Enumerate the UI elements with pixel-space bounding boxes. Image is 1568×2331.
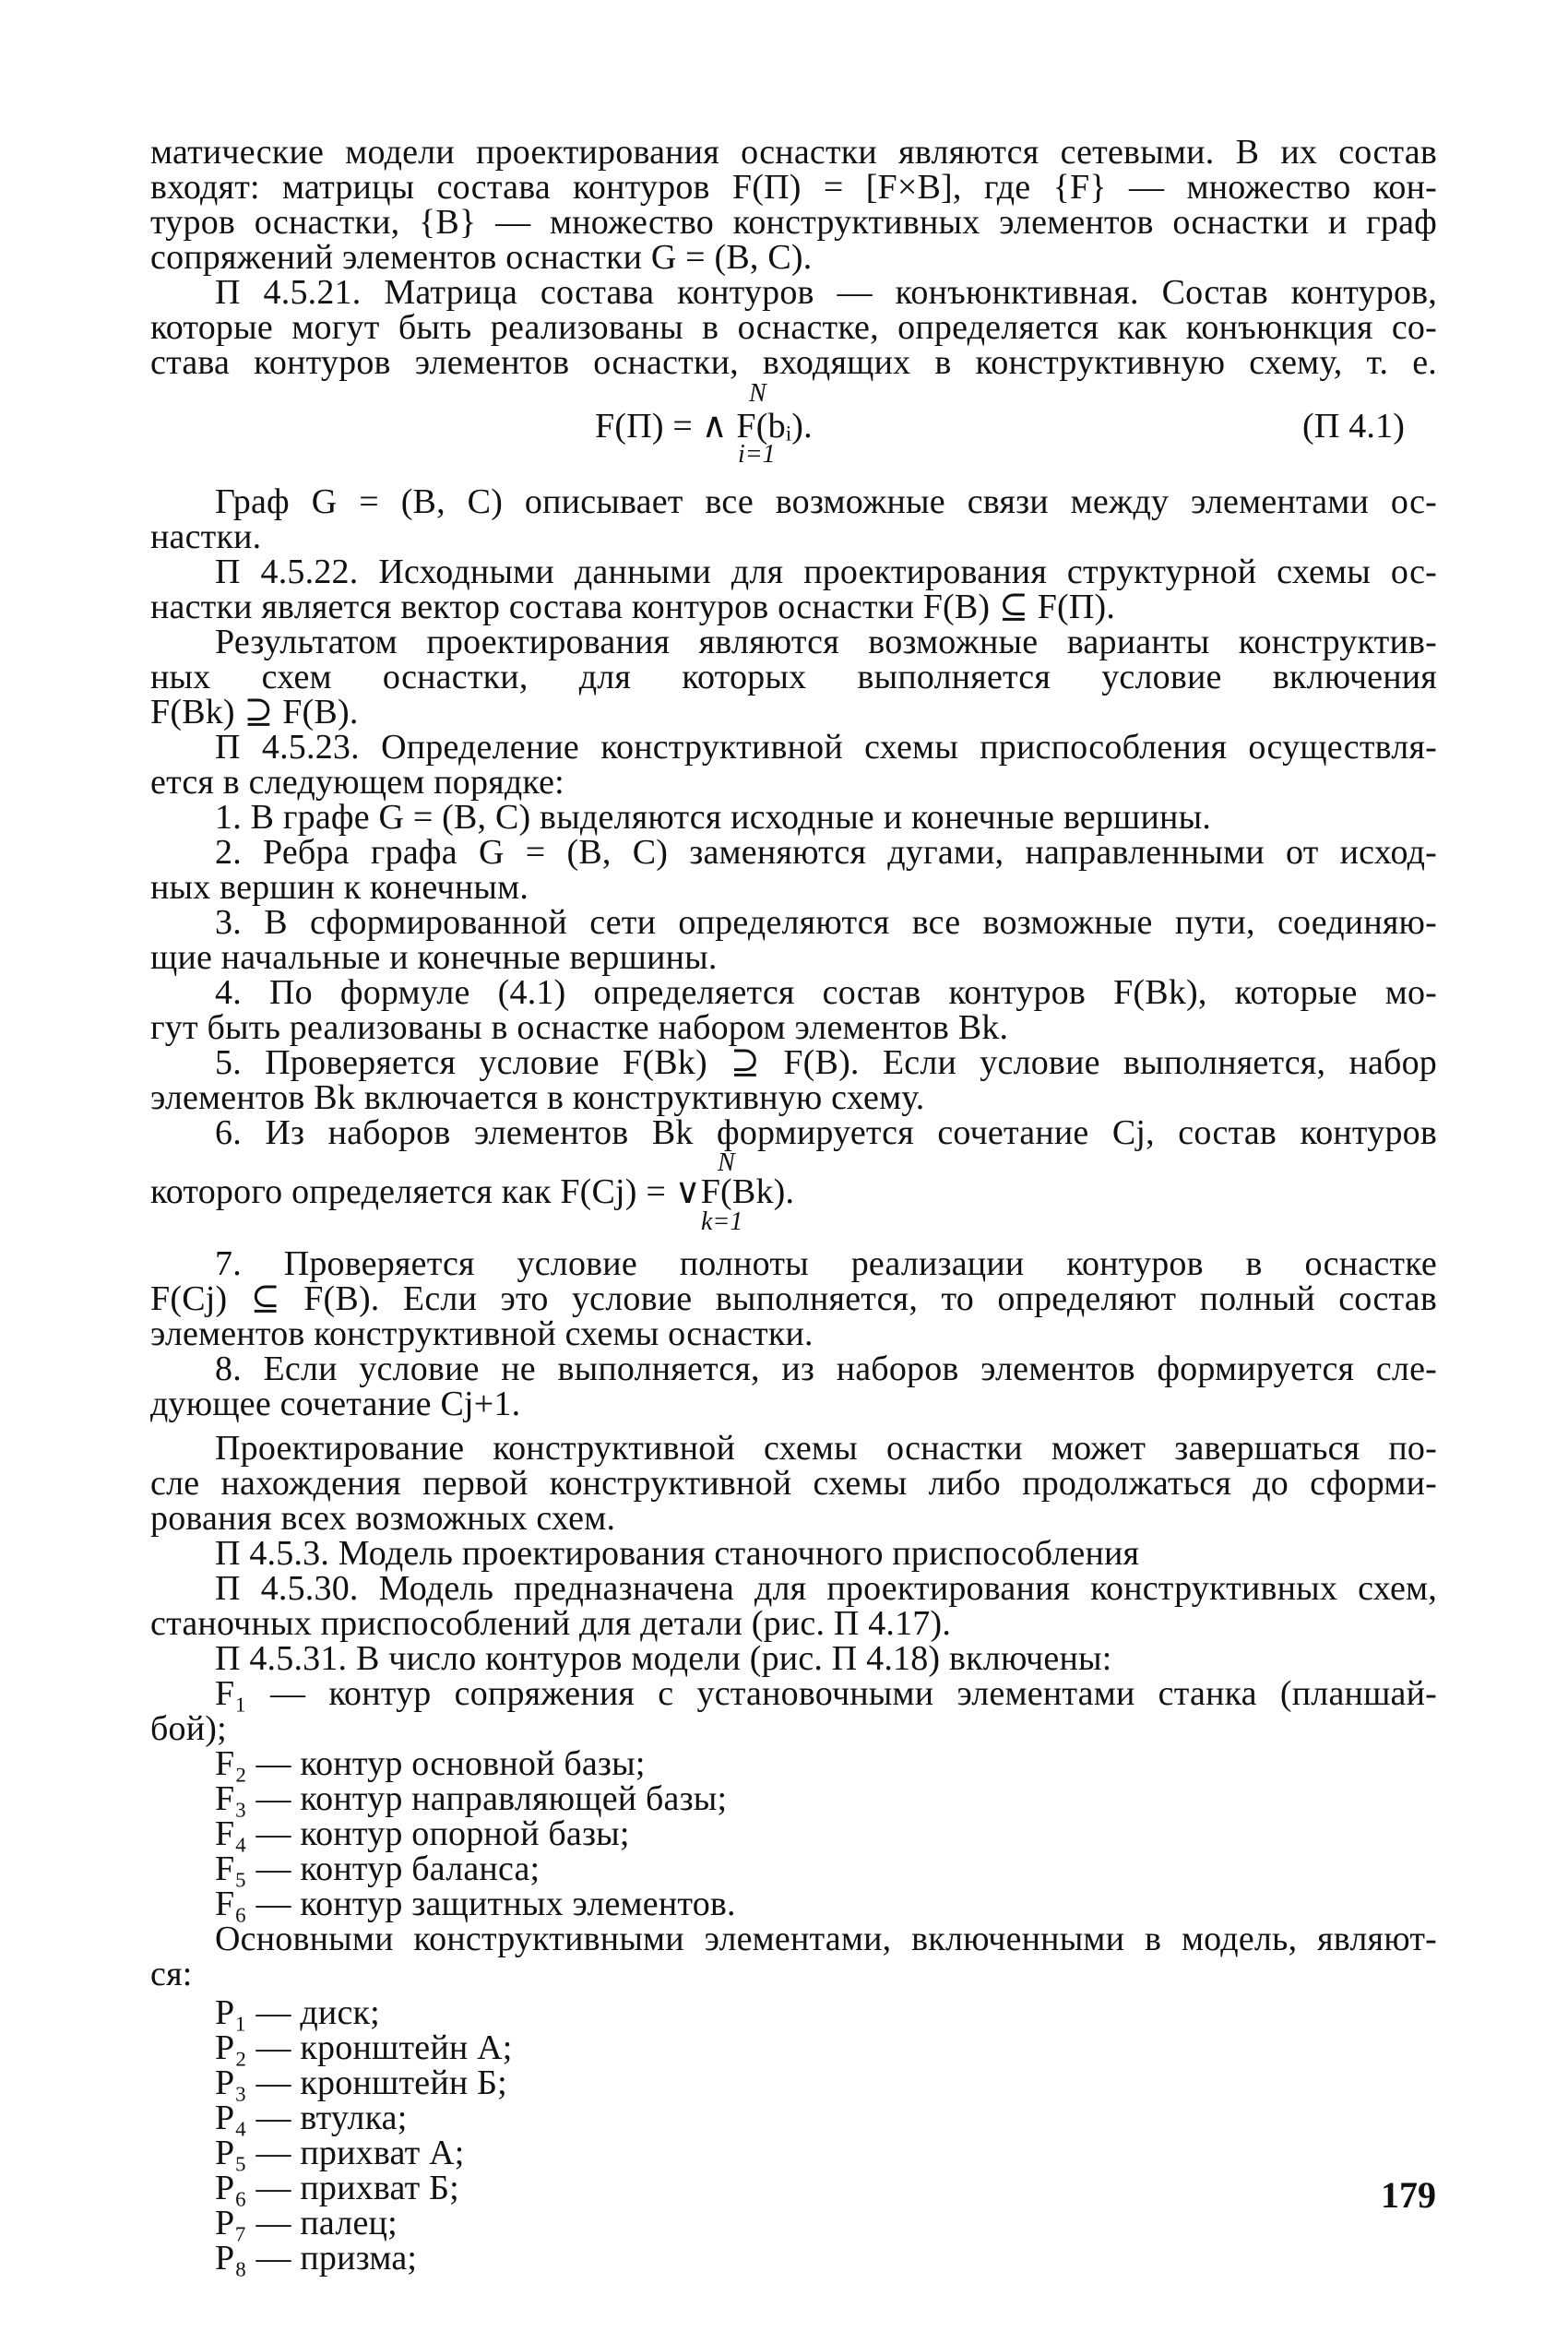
list-item: F₃ — контур направляющей базы; [215, 1779, 728, 1818]
text-line: сопряжений элементов оснастки G = (B, C). [150, 238, 813, 277]
text-line: элементов Bk включается в конструктивную схему. [150, 1078, 925, 1117]
text-line: матические модели проектирования оснастки являются сетевыми. В их состав [150, 133, 1437, 172]
list-item: P₃ — кронштейн Б; [215, 2063, 507, 2102]
text-line: Проектирование конструктивной схемы оснастки может завершаться по- [215, 1429, 1437, 1468]
text-line: гут быть реализованы в оснастке набором элементов Bk. [150, 1008, 1009, 1047]
text-line: которого определяется как F(Cj) = ∨F(Bk). [150, 1172, 795, 1211]
list-item: P₈ — призма; [215, 2239, 418, 2277]
text-line: П 4.5.31. В число контуров модели (рис. П 4.18) включены: [215, 1639, 1112, 1678]
list-item: F₁ — контур сопряжения с установочными элементами станка (планшай- [215, 1674, 1437, 1713]
text-line: F(Cj) ⊆ F(B). Если это условие выполняется, то определяют полный состав [150, 1279, 1437, 1318]
text-line: ется в следующем порядке: [150, 763, 564, 802]
text-line: настки. [150, 517, 262, 556]
list-item: 1. В графе G = (B, C) выделяются исходные и конечные вершины. [215, 798, 1212, 837]
list-item: P₇ — палец; [215, 2204, 398, 2242]
text-line: которые могут быть реализованы в оснастке, определяется как конъюнкция со- [150, 308, 1437, 347]
section-heading: П 4.5.3. Модель проектирования станочного приспособления [215, 1534, 1140, 1573]
text-line: входят: матрицы состава контуров F(П) = [F×B], где {F} — множество кон- [150, 168, 1437, 207]
text-line: сле нахождения первой конструктивной схемы либо продолжаться до сформи- [150, 1464, 1437, 1503]
list-item: 5. Проверяется условие F(Bk) ⊇ F(B). Если условие выполняется, набор [215, 1043, 1437, 1082]
list-item: P₆ — прихват Б; [215, 2169, 459, 2207]
list-item: 7. Проверяется условие полноты реализации контуров в оснастке [215, 1244, 1437, 1283]
text-line: туров оснастки, {B} — множество конструктивных элементов оснастки и граф [150, 203, 1437, 242]
text-line: става контуров элементов оснастки, входящих в конструктивную схему, т. е. [150, 343, 1437, 382]
text-line: настки является вектор состава контуров оснастки F(B) ⊆ F(П). [150, 588, 1116, 626]
text-line: П 4.5.30. Модель предназначена для проектирования конструктивных схем, [215, 1569, 1437, 1608]
text-line: рования всех возможных схем. [150, 1499, 616, 1538]
text-line: П 4.5.22. Исходными данными для проектирования структурной схемы ос- [215, 553, 1437, 591]
text-line: ся: [150, 1955, 193, 1993]
list-item: P₂ — кронштейн А; [215, 2028, 513, 2067]
page-number: 179 [1381, 2174, 1436, 2216]
list-item: 2. Ребра графа G = (B, C) заменяются дугами, направленными от исход- [215, 833, 1437, 872]
formula-lower-limit: i=1 [738, 440, 776, 469]
formula-lower-limit: k=1 [701, 1207, 743, 1236]
text-line: Граф G = (B, C) описывает все возможные связи между элементами ос- [215, 482, 1437, 521]
text-line: элементов конструктивной схемы оснастки. [150, 1314, 814, 1353]
text-line: щие начальные и конечные вершины. [150, 938, 718, 977]
text-line: дующее сочетание Cj+1. [150, 1385, 521, 1423]
text-line: ных схем оснастки, для которых выполняется условие включения [150, 658, 1437, 696]
text-line: ных вершин к конечным. [150, 868, 529, 907]
text-line: F(Bk) ⊇ F(B). [150, 693, 359, 731]
text-line: Результатом проектирования являются возможные варианты конструктив- [215, 623, 1437, 661]
list-item: 4. По формуле (4.1) определяется состав контуров F(Bk), которые мо- [215, 973, 1437, 1012]
list-item: P₅ — прихват А; [215, 2134, 465, 2172]
list-item: F₆ — контур защитных элементов. [215, 1885, 736, 1923]
formula-number: (П 4.1) [1302, 407, 1406, 446]
formula-body: F(П) = ∧ F(bᵢ). [595, 407, 813, 446]
text-line: П 4.5.23. Определение конструктивной схемы приспособления осуществля- [215, 728, 1437, 767]
list-item: P₄ — втулка; [215, 2099, 408, 2137]
list-item: 6. Из наборов элементов Bk формируется сочетание Cj, состав контуров [215, 1113, 1437, 1152]
list-item: F₂ — контур основной базы; [215, 1744, 646, 1783]
list-item: P₁ — диск; [215, 1993, 380, 2032]
formula-upper-limit: N [749, 379, 766, 408]
list-item: F₅ — контур баланса; [215, 1849, 540, 1888]
list-item: 3. В сформированной сети определяются все возможные пути, соединяю- [215, 903, 1437, 942]
list-item: 8. Если условие не выполняется, из наборов элементов формируется сле- [215, 1350, 1437, 1388]
text-line: П 4.5.21. Матрица состава контуров — конъюнктивная. Состав контуров, [215, 273, 1437, 312]
formula-upper-limit: N [718, 1148, 735, 1177]
list-item: F₄ — контур опорной базы; [215, 1814, 630, 1853]
text-line: бой); [150, 1709, 227, 1748]
text-line: Основными конструктивными элементами, включенными в модель, являют- [215, 1920, 1437, 1958]
text-line: станочных приспособлений для детали (рис. П 4.17). [150, 1604, 952, 1643]
